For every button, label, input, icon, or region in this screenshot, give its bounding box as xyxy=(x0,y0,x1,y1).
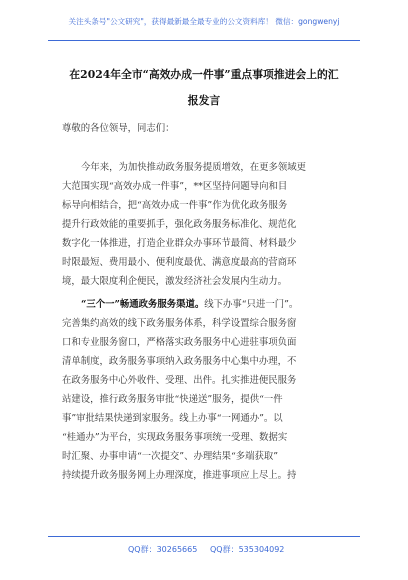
title-line-1: 在2024年全市“高效办成一件事”重点事项推进会上的汇 xyxy=(69,68,339,81)
paragraph-2-line: 清单制度，政务服务事项纳入政务服务中心集中办理，不 xyxy=(62,356,297,367)
paragraph-1 xyxy=(62,158,362,291)
paragraph-1-line: 提升行政效能的重要抓手，强化政务服务标准化、规范化 xyxy=(62,219,297,230)
paragraph-1-line: 今年来，为加快推动政务服务提质增效，在更多领域更 xyxy=(81,162,307,173)
paragraph-2-line: 完善集约高效的线下政务服务体系，科学设置综合服务窗 xyxy=(62,318,297,329)
salutation: 尊敬的各位领导，同志们： xyxy=(62,123,175,134)
paragraph-2-line: 事”审批结果快递到家服务。线上办事“一网通办”。以 xyxy=(62,413,283,424)
header-rule xyxy=(48,40,360,41)
paragraph-2-line: “桂通办”为平台，实现政务服务事项统一受理、数据实 xyxy=(62,432,288,443)
paragraph-2-first-line xyxy=(62,295,362,314)
paragraph-2-first-rest: 线下办事“只进一门”。 xyxy=(204,299,299,310)
paragraph-2-line: 在政务服务中心外收件、受理、出件。扎实推进便民服务 xyxy=(62,375,297,386)
paragraph-2-line: 口和专业服务窗口，严格落实政务服务中心进驻事项负面 xyxy=(62,337,297,348)
paragraph-1-line: 大范围实现“高效办成一件事”，**区坚持问题导向和目 xyxy=(62,181,288,192)
paragraph-2-line: 时汇聚、办事申请“一次提交”、办理结果“多端获取” xyxy=(62,451,279,462)
footer-qq-group-1: QQ群：30265665 xyxy=(128,545,198,554)
paragraph-2-line: 持续提升政务服务网上办理深度，推进事项应上尽上。持 xyxy=(62,470,297,481)
paragraph-1-line: 境，最大限度利企便民，激发经济社会发展内生动力。 xyxy=(62,276,288,287)
paragraph-2 xyxy=(62,295,362,485)
paragraph-1-line: 数字化一体推进，打造企业群众办事环节最简、材料最少 xyxy=(62,238,297,249)
paragraph-2-line: 站建设，推行政务服务审批“快递送”服务，提供“一件 xyxy=(62,394,283,405)
header-banner: 关注头条号"公文研究"，获得最新最全最专业的公文资料库！ 微信：gongwenyj xyxy=(68,17,340,26)
document-title xyxy=(56,62,352,114)
paragraph-1-line: 标导向相结合，把“高效办成一件事”作为优化政务服务 xyxy=(62,200,288,211)
title-line-2: 报发言 xyxy=(187,94,221,107)
footer-rule xyxy=(48,536,360,537)
paragraph-1-line: 时限最短、费用最小、便利度最优、满意度最高的营商环 xyxy=(62,257,297,268)
paragraph-2-heading: “三个一”畅通政务服务渠道。 xyxy=(81,299,205,310)
footer-qq-group-2: QQ群：535304092 xyxy=(210,545,285,554)
